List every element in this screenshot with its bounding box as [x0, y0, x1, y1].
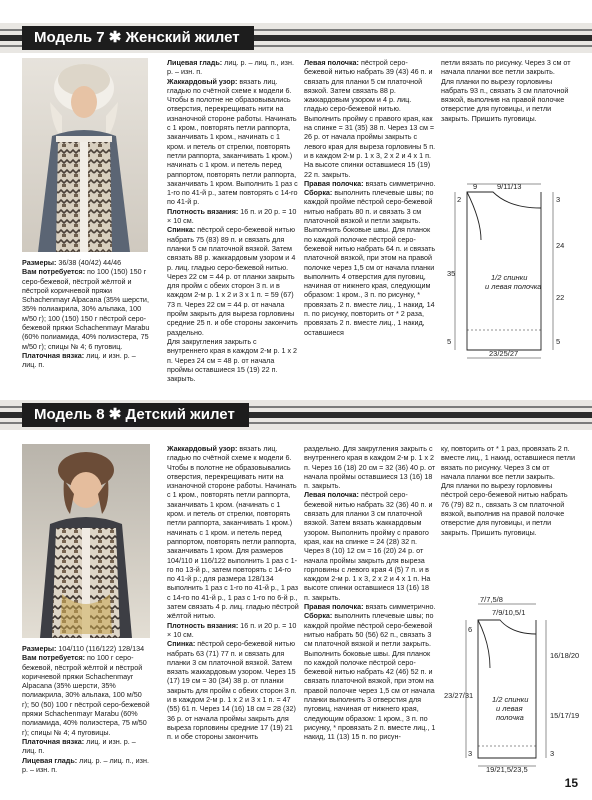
dim-left-mid: 23/27/31 [444, 691, 474, 700]
model-8-materials [22, 644, 150, 784]
dim-bottom: 23/25/27 [489, 349, 519, 358]
sizes-value: 104/110 (116/122) 128/134 [58, 644, 145, 653]
schema-caption: и левая [496, 704, 523, 713]
woman-in-vest-photo [22, 58, 148, 252]
dim-neck: 6 [468, 625, 473, 634]
sizes-label: Размеры: [22, 258, 57, 267]
model-7-col3 [304, 58, 436, 358]
model-8-schema [440, 595, 580, 774]
dim-right-bottom: 5 [556, 337, 561, 346]
dim-right-top: 3 [556, 195, 561, 204]
model-8-col4 [441, 444, 575, 594]
model-7-col2 [167, 58, 299, 384]
child-in-vest-photo [22, 444, 150, 638]
materials-value: по 100 г серо-бежевой, пёстрой жёлтой и пёстрой коричневой пряжи Schachenmayr Alpacana (35% шерсти, 35% полиакрила, 30% альпака, 100 м/50 г); 50 (50) 100 г пёстрой серо-бежевой пряжи Schachenmayr Marabu (60% полиамида, 40% полиэстера, 75 м/50 г); спицы № 4; 4 пуговицы. [22, 653, 150, 737]
model-7-col4 [441, 58, 575, 178]
paragraph: раздельно. Для закругления закрыть с внутреннего края в каждом 2-м р. 1 х 2 п. Через 16 (18) 20 см = 32 (36) 40 р. от начала проймы оставшиеся 13 (16) 18 п. закрыть. [304, 444, 436, 491]
paragraph: Спинка: пёстрой серо-бежевой нитью набрать 75 (83) 89 п. и связать для планки 5 см платочной вязкой. Затем связать 88 р. жаккардовым узором и 4 р. лиц. гладью серо-бежевой нитью. Через 22 см = 44 р. от планки закрыть для пройм с обеих сторон 3 п. и в каждом 2-м р. 1 х 2 и 3 х 1 п. = 59 (67) 73 п. Через 22 см = 44 р. от начала пройм закрыть для выреза горловины средние 25 п. и обе стороны закончить раздельно. [167, 225, 298, 337]
model-7-schema [445, 180, 585, 360]
dim-top-2: 7/9/10,5/1 [492, 608, 526, 617]
materials-value: по 100 (150) 150 г серо-бежевой, пёстрой жёлтой и пёстрой коричневой пряжи Schachenmayr Alpacana (35% шерсти, 35% полиакрила, 30% альпака, 100 м/50 г); 100 (150) 150 г пёстрой серо-бежевой пряжи Schachenmayr Marabu (60% полиамида, 40% полиэстера, 75 м/50 г); спицы № 4; 6 пуговиц. [22, 267, 150, 351]
schema-caption: и левая полочка [485, 282, 542, 291]
paragraph: Для планки по вырезу горловины набрать 93 п., связать 3 см платочной вязкой, выполнив на правой полочке отверстие для пуговицы, и петли закрыть. Пришить пуговицы. [441, 76, 569, 123]
paragraph: Левая полочка: пёстрой серо-бежевой нитью набрать 32 (36) 40 п. и связать для планки 3 см платочной вязкой. Затем вязать жаккардовым узором. Выполнить пройму с правого края, как на спинке = 24 (28) 32 п. Через 8 (10) 12 см = 16 (20) 24 р. от начала проймы закрыть для выреза горловины с левого края 4 (5) 7 п. и в каждом 2-м р. 1 х 3, 2 х 2 и 4 х 1 п. На высоте спинки оставшиеся 13 (16) 18 п. закрыть. [304, 490, 433, 602]
model-7-photo [22, 58, 148, 252]
dim-bottom: 19/21,5/23,5 [486, 765, 528, 774]
dim-top: 9/11/13 [497, 182, 522, 191]
materials-label: Вам потребуется: [22, 267, 86, 277]
dim-left-bottom: 5 [447, 337, 452, 346]
schema-caption: 1/2 спинки [491, 273, 528, 282]
paragraph: Правая полочка: вязать симметрично. [304, 178, 436, 188]
sizes-label: Размеры: [22, 644, 57, 653]
paragraph: Для планки по вырезу горловины пёстрой серо-бежевой нитью набрать 76 (79) 82 п., связать 3 см платочной вязкой, выполнив на правой полочке отверстие для пуговицы, и петли закрыть. Пришить пуговицы. [441, 481, 568, 537]
model-7-title: Модель 7 ✱ Женский жилет [22, 26, 254, 50]
dim-right-low: 15/17/19 [550, 711, 580, 720]
dim-left-mid: 35 [447, 269, 456, 278]
paragraph: Плотность вязания: 16 п. и 20 р. = 10 × 10 см. [167, 620, 297, 639]
schema-caption: 1/2 спинки [492, 695, 529, 704]
dim-top: 7/7,5/8 [480, 595, 503, 604]
dim-neck: 2 [457, 195, 462, 204]
garter-value: лиц. и изн. р. – лиц. п. [22, 350, 136, 370]
paragraph: Спинка: пёстрой серо-бежевой нитью набрать 63 (71) 77 п. и связать для планки 3 см платочной вязкой. Затем вязать жаккардовым узором. Через 15 (17) 19 см = 30 (34) 38 р. от планки закрыть для пройм с обеих сторон 3 п. и в каждом 2-м р. 1 х 2 и 3 х 1 п. = 47 (55) 61 п. Через 14 (16) 18 см = 28 (32) 36 р. от начала проймы закрыть для выреза горловины средние 17 (19) 21 п. и обе стороны закончить [167, 639, 297, 742]
sizes-value: 36/38 (40/42) 44/46 [58, 258, 122, 267]
model-7-materials [22, 258, 150, 370]
model-8-col2 [167, 444, 299, 784]
model-8-header [0, 400, 592, 430]
garter-value: лиц. и изн. р. – лиц. п. [22, 736, 136, 756]
model-8-photo [22, 444, 150, 638]
model-8-col3 [304, 444, 436, 784]
dim-right-mid: 16/18/20 [550, 651, 580, 660]
dim-right-mid: 24 [556, 241, 565, 250]
paragraph: Правая полочка: вязать симметрично. [304, 602, 436, 612]
garter-label: Платочная вязка: [22, 350, 85, 360]
paragraph: Для закругления закрыть с внутреннего края в каждом 2-м р. 1 х 2 п. Через 24 см = 48 р. от начала проймы оставшиеся 15 (19) 22 п. закрыть. [167, 336, 298, 384]
stockinette-label: Лицевая гладь: [22, 755, 78, 765]
dim-left-bottom: 3 [468, 749, 473, 758]
paragraph: Жаккардовый узор: вязать лиц. гладью по счётной схеме к модели 6. Чтобы в полотне не образовывались отверстия, перекрещивать нити на изнаночной стороне работы. Начинать с 1 кром., повторять петли раппорта, заканчивать 1 кром. (начинать с 1 кром. и петель от стрелки, повторять петли раппорта, заканчивать 1 кром.) начинать с 1 кром. и петель перед раппортом, повторять петли раппорта, заканчивать 1 кром. Для размеров 104/110 и 116/122 выполнить 1 раз с 1-го по 13-й р., затем повторять с 14-го по 41-й р.; для размера 128/134 выполнить 1 раз с 1-го по 41-й р., 1 раз с 14-го по 41-й р., 1 раз с 1-го по 6-й р., затем связать 4 р. лиц. гладью пёстрой жёлтой нитью. [167, 444, 299, 621]
paragraph: Лицевая гладь: лиц. р. – лиц. п., изн. р. – изн. п. [167, 58, 294, 77]
paragraph: ку, повторить от * 1 раз, провязать 2 п. вместе лиц., 1 накид, оставшиеся петли вязать по рисунку. Через 3 см от начала планки все петли закрыть. [441, 444, 575, 481]
paragraph: Плотность вязания: 16 п. и 20 р. = 10 × 10 см. [167, 206, 297, 226]
paragraph: Левая полочка: пёстрой серо-бежевой нитью набрать 39 (43) 46 п. и связать для планки 5 см платочной вязкой. Затем связать 88 р. жаккардовым узором и 4 р. лиц. гладью серо-бежевой нитью. Выполнить пройму с правого края, как на спинке = 31 (35) 38 п. Через 13 см = 26 р. от начала проймы закрыть с левого края для выреза горловины 5 п. и в каждом 2-м р. 1 х 3, 2 х 2 и 4 х 1 п. На высоте спинки оставшиеся 15 (19) 22 п. закрыть. [304, 58, 436, 179]
dim-right-mid2: 22 [556, 293, 565, 302]
page-number: 15 [564, 776, 578, 790]
model-8-title: Модель 8 ✱ Детский жилет [22, 403, 249, 427]
paragraph: Жаккардовый узор: вязать лиц. гладью по счётной схеме к модели 6. Чтобы в полотне не образовывались отверстия, перекрещивать нити на изнаночной стороне работы. Начинать с 1 кром., повторять петли раппорта, заканчивать 1 кром., начинать с 1 кром. и петель от стрелки, повторять петли раппорта, заканчивать 1 кром.) начинать с 1 кром. и петель перед раппортом, повторять петли раппорта, заканчивать 1 кром. Выполнить 1 раз с 1-го по 41-й р., затем повторять с 14-го по 41-й р. [167, 76, 298, 207]
garter-label: Платочная вязка: [22, 736, 85, 746]
paragraph: Сборка: выполнить плечевые швы; по каждой пройме пёстрой серо-бежевой нитью набрать 80 п. и связать 3 см платочной вязкой и петли закрыть. Выполнить боковые швы. Для планок по каждой полочке пёстрой серо-бежевой нитью набрать 64 п. и связать платочной вязкой, при этом на правой полочке через 1,5 см от начала планки выполнить 4 отверстия для пуговиц, начиная от нижнего края, следующим образом: 1 кром., 3 п. по рисунку, * провязать 2 п. вместе лиц., 1 накид, 14 п. по рисунку, повторить от * 2 раза, провязать 2 п. вместе лиц., 1 накид, оставшиеся [304, 188, 436, 337]
materials-label: Вам потребуется: [22, 653, 86, 663]
stockinette-value: лиц. р. – лиц. п., изн. р. – изн. п. [22, 755, 149, 774]
dim-shoulder: 9 [473, 182, 478, 191]
dim-right-bottom: 3 [550, 749, 555, 758]
paragraph: Сборка: выполнить плечевые швы; по каждой пройме пёстрой серо-бежевой нитью набрать 50 (56) 62 п., связать 3 см платочной вязкой и петли закрыть. Выполнить боковые швы. Для планок по каждой полочке пёстрой серо-бежевой нитью набрать 42 (46) 52 п. и связать платочной вязкой, при этом на правой полочке через 1,5 см от начала планки выполнить 3 отверстия для пуговиц, начиная от нижнего края, следующим образом: 1 кром., 3 п. по рисунку, * провязать 2 п. вместе лиц., 1 накид, 11 (13) 15 п. по рисун- [304, 611, 436, 742]
paragraph: петли вязать по рисунку. Через 3 см от начала планки все петли закрыть. [441, 58, 571, 77]
model-7-header [0, 23, 592, 53]
schema-caption: полочка [496, 713, 524, 722]
